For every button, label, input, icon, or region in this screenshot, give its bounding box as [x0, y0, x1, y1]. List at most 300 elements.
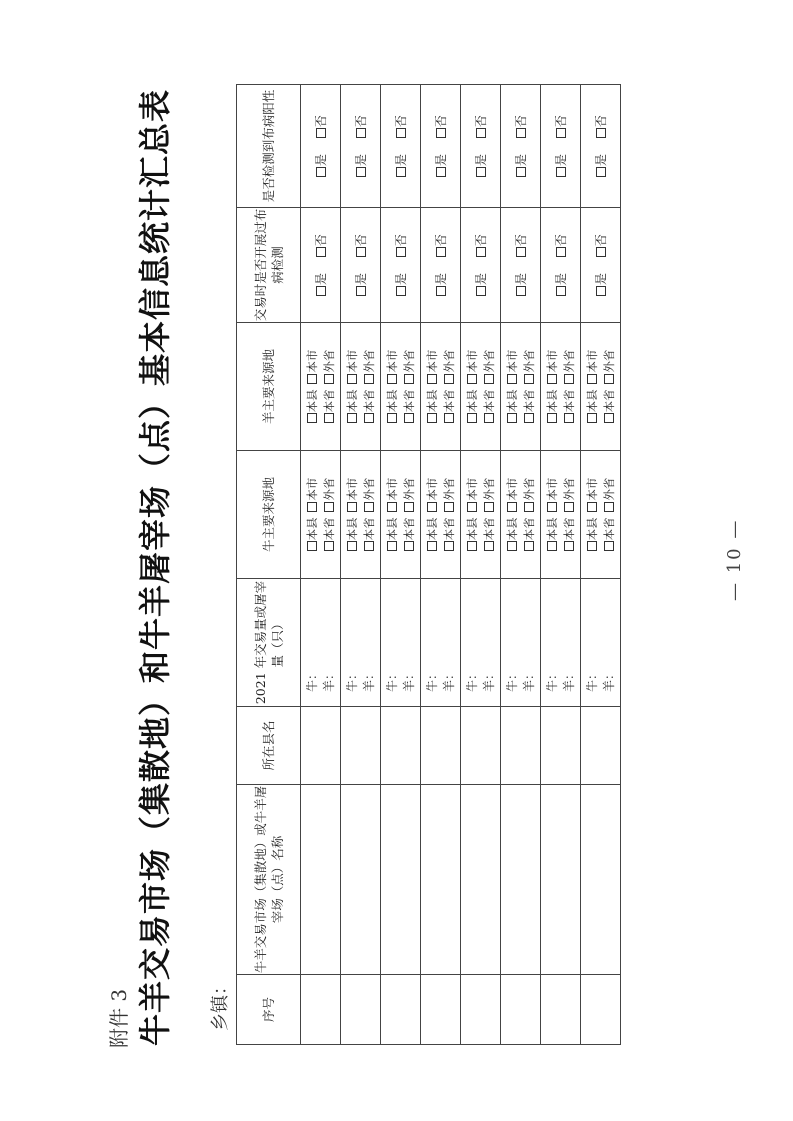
- checkbox-icon: [307, 413, 317, 423]
- option-label: 本省: [401, 389, 416, 413]
- checkbox-icon: [404, 413, 414, 423]
- option-label: 本市: [464, 349, 479, 373]
- option-label: 否: [314, 234, 328, 247]
- sheep-volume-label: 羊：: [321, 667, 336, 692]
- checkbox-icon: [356, 247, 366, 257]
- name-cell[interactable]: [301, 785, 341, 975]
- testing-done-cell: [501, 208, 541, 323]
- option-label: 否: [594, 115, 608, 128]
- option-label: 本省: [441, 517, 456, 541]
- checkbox-icon: [524, 374, 534, 384]
- checkbox-icon: [547, 541, 557, 551]
- name-cell[interactable]: [501, 785, 541, 975]
- checkbox-option-county[interactable]: [385, 517, 399, 551]
- page-number: — 10 —: [724, 518, 745, 601]
- cattle-source-cell: [461, 451, 501, 579]
- checkbox-option-province[interactable]: [322, 389, 336, 423]
- checkbox-option-no[interactable]: [434, 234, 448, 257]
- option-label: 外省: [361, 477, 376, 501]
- checkbox-option-county[interactable]: [385, 389, 399, 423]
- checkbox-option-province[interactable]: [562, 389, 576, 423]
- checkbox-icon: [364, 502, 374, 512]
- checkbox-icon: [587, 374, 597, 384]
- checkbox-icon: [524, 502, 534, 512]
- option-label: 外省: [481, 477, 496, 501]
- checkbox-icon: [427, 374, 437, 384]
- checkbox-option-out-province[interactable]: [522, 350, 536, 384]
- attachment-label: 附件 3: [107, 988, 131, 1048]
- checkbox-icon: [467, 541, 477, 551]
- checkbox-icon: [347, 541, 357, 551]
- sheep-volume-field[interactable]: [521, 579, 538, 706]
- checkbox-option-city[interactable]: [465, 350, 479, 384]
- option-label: 本省: [321, 517, 336, 541]
- checkbox-option-province[interactable]: [602, 517, 616, 551]
- sheep-volume-field[interactable]: [601, 579, 618, 706]
- checkbox-option-yes[interactable]: [394, 154, 408, 177]
- seq-cell[interactable]: [421, 975, 461, 1045]
- checkbox-option-county[interactable]: [505, 389, 519, 423]
- checkbox-option-no[interactable]: [594, 115, 608, 138]
- checkbox-option-yes[interactable]: [594, 154, 608, 177]
- checkbox-icon: [467, 413, 477, 423]
- option-label: 本县: [384, 517, 399, 541]
- checkbox-icon: [404, 541, 414, 551]
- option-label: 本省: [561, 389, 576, 413]
- sheep-source-cell: [581, 323, 621, 451]
- checkbox-icon: [396, 167, 406, 177]
- checkbox-icon: [364, 413, 374, 423]
- checkbox-option-yes[interactable]: [314, 154, 328, 177]
- checkbox-icon: [387, 374, 397, 384]
- seq-cell[interactable]: [341, 975, 381, 1045]
- option-label: 本县: [464, 517, 479, 541]
- checkbox-option-yes[interactable]: [554, 154, 568, 177]
- county-cell[interactable]: [421, 707, 461, 785]
- seq-cell[interactable]: [501, 975, 541, 1045]
- checkbox-option-out-province[interactable]: [362, 350, 376, 384]
- checkbox-option-city[interactable]: [425, 350, 439, 384]
- cattle-volume-field[interactable]: [544, 579, 561, 706]
- checkbox-icon: [307, 374, 317, 384]
- checkbox-option-county[interactable]: [505, 517, 519, 551]
- checkbox-icon: [396, 128, 406, 138]
- cattle-volume-field[interactable]: [464, 579, 481, 706]
- checkbox-icon: [436, 128, 446, 138]
- checkbox-icon: [467, 502, 477, 512]
- sheep-volume-field[interactable]: [561, 579, 578, 706]
- option-label: 否: [554, 115, 568, 128]
- cattle-volume-field[interactable]: [504, 579, 521, 706]
- option-label: 本县: [544, 517, 559, 541]
- table-row: [341, 85, 381, 1045]
- checkbox-option-out-province[interactable]: [522, 478, 536, 512]
- county-cell[interactable]: [581, 707, 621, 785]
- checkbox-option-no[interactable]: [354, 234, 368, 257]
- cattle-source-cell: [421, 451, 461, 579]
- checkbox-option-province[interactable]: [402, 389, 416, 423]
- sheep-source-cell: [501, 323, 541, 451]
- checkbox-icon: [476, 128, 486, 138]
- checkbox-option-no[interactable]: [554, 234, 568, 257]
- seq-cell[interactable]: [541, 975, 581, 1045]
- option-label: 外省: [321, 477, 336, 501]
- checkbox-option-city[interactable]: [385, 350, 399, 384]
- checkbox-option-out-province[interactable]: [602, 478, 616, 512]
- checkbox-icon: [387, 413, 397, 423]
- sheep-volume-field[interactable]: [321, 579, 338, 706]
- volume-cell: [301, 579, 341, 707]
- checkbox-option-province[interactable]: [522, 389, 536, 423]
- checkbox-option-no[interactable]: [474, 115, 488, 138]
- checkbox-icon: [516, 167, 526, 177]
- option-label: 本县: [424, 389, 439, 413]
- checkbox-option-yes[interactable]: [514, 273, 528, 296]
- option-label: 本省: [481, 517, 496, 541]
- testing-done-cell: [581, 208, 621, 323]
- header-positive: 是否检测到布病阳性: [237, 85, 301, 208]
- option-label: 本县: [544, 389, 559, 413]
- checkbox-option-out-province[interactable]: [562, 478, 576, 512]
- checkbox-option-county[interactable]: [465, 389, 479, 423]
- checkbox-option-yes[interactable]: [474, 154, 488, 177]
- checkbox-option-no[interactable]: [354, 115, 368, 138]
- option-label: 否: [314, 115, 328, 128]
- checkbox-icon: [476, 247, 486, 257]
- seq-cell[interactable]: [581, 975, 621, 1045]
- checkbox-option-city[interactable]: [545, 350, 559, 384]
- checkbox-option-yes[interactable]: [514, 154, 528, 177]
- checkbox-option-county[interactable]: [345, 517, 359, 551]
- option-label: 本县: [584, 389, 599, 413]
- checkbox-option-out-province[interactable]: [562, 350, 576, 384]
- checkbox-option-out-province[interactable]: [402, 350, 416, 384]
- option-label: 本市: [304, 477, 319, 501]
- cattle-volume-label: 牛：: [504, 667, 519, 692]
- checkbox-icon: [347, 502, 357, 512]
- county-cell[interactable]: [541, 707, 581, 785]
- county-cell[interactable]: [501, 707, 541, 785]
- checkbox-option-no[interactable]: [474, 234, 488, 257]
- checkbox-option-county[interactable]: [305, 389, 319, 423]
- sheep-source-cell: [421, 323, 461, 451]
- cattle-volume-field[interactable]: [384, 579, 401, 706]
- checkbox-option-city[interactable]: [505, 350, 519, 384]
- option-label: 是: [594, 272, 608, 285]
- name-cell[interactable]: [541, 785, 581, 975]
- info-summary-table: [236, 84, 621, 1045]
- cattle-source-cell: [341, 451, 381, 579]
- checkbox-option-city[interactable]: [545, 478, 559, 512]
- checkbox-option-no[interactable]: [394, 234, 408, 257]
- checkbox-option-province[interactable]: [602, 389, 616, 423]
- option-label: 本县: [504, 517, 519, 541]
- volume-cell: [461, 579, 501, 707]
- checkbox-icon: [604, 413, 614, 423]
- checkbox-icon: [467, 374, 477, 384]
- table-row: [461, 85, 501, 1045]
- checkbox-icon: [507, 374, 517, 384]
- name-cell[interactable]: [381, 785, 421, 975]
- checkbox-option-no[interactable]: [594, 234, 608, 257]
- name-cell[interactable]: [421, 785, 461, 975]
- checkbox-icon: [596, 167, 606, 177]
- checkbox-option-yes[interactable]: [314, 273, 328, 296]
- checkbox-icon: [476, 286, 486, 296]
- table-row: [501, 85, 541, 1045]
- option-label: 是: [314, 272, 328, 285]
- checkbox-icon: [427, 541, 437, 551]
- checkbox-option-province[interactable]: [442, 517, 456, 551]
- option-label: 本县: [424, 517, 439, 541]
- checkbox-option-province[interactable]: [562, 517, 576, 551]
- checkbox-option-out-province[interactable]: [482, 350, 496, 384]
- checkbox-option-no[interactable]: [434, 115, 448, 138]
- cattle-source-cell: [541, 451, 581, 579]
- option-label: 本省: [361, 517, 376, 541]
- checkbox-option-county[interactable]: [545, 389, 559, 423]
- checkbox-option-city[interactable]: [345, 478, 359, 512]
- checkbox-icon: [476, 167, 486, 177]
- checkbox-icon: [564, 413, 574, 423]
- checkbox-icon: [524, 413, 534, 423]
- checkbox-icon: [564, 541, 574, 551]
- sheep-source-cell: [301, 323, 341, 451]
- checkbox-option-province[interactable]: [362, 517, 376, 551]
- header-testing-done: 交易时是否开展过布病检测: [237, 208, 301, 323]
- cattle-volume-field[interactable]: [304, 579, 321, 706]
- checkbox-icon: [604, 541, 614, 551]
- checkbox-option-no[interactable]: [554, 115, 568, 138]
- checkbox-icon: [427, 502, 437, 512]
- checkbox-icon: [556, 247, 566, 257]
- checkbox-icon: [436, 247, 446, 257]
- cattle-source-cell: [501, 451, 541, 579]
- checkbox-option-city[interactable]: [585, 350, 599, 384]
- checkbox-option-out-province[interactable]: [442, 350, 456, 384]
- checkbox-option-city[interactable]: [505, 478, 519, 512]
- checkbox-option-out-province[interactable]: [402, 478, 416, 512]
- testing-done-cell: [381, 208, 421, 323]
- checkbox-icon: [596, 286, 606, 296]
- checkbox-option-county[interactable]: [465, 517, 479, 551]
- sheep-volume-field[interactable]: [481, 579, 498, 706]
- checkbox-icon: [596, 128, 606, 138]
- seq-cell[interactable]: [381, 975, 421, 1045]
- option-label: 是: [594, 153, 608, 166]
- name-cell[interactable]: [341, 785, 381, 975]
- option-label: 是: [514, 272, 528, 285]
- option-label: 是: [434, 272, 448, 285]
- checkbox-icon: [347, 374, 357, 384]
- checkbox-icon: [484, 541, 494, 551]
- checkbox-option-city[interactable]: [345, 350, 359, 384]
- option-label: 本市: [584, 477, 599, 501]
- checkbox-option-province[interactable]: [322, 517, 336, 551]
- checkbox-option-out-province[interactable]: [482, 478, 496, 512]
- option-label: 本省: [361, 389, 376, 413]
- name-cell[interactable]: [581, 785, 621, 975]
- checkbox-icon: [564, 502, 574, 512]
- checkbox-option-yes[interactable]: [354, 154, 368, 177]
- positive-cell: [461, 85, 501, 208]
- checkbox-option-county[interactable]: [585, 517, 599, 551]
- checkbox-option-yes[interactable]: [354, 273, 368, 296]
- cattle-volume-field[interactable]: [344, 579, 361, 706]
- checkbox-option-out-province[interactable]: [322, 478, 336, 512]
- checkbox-option-out-province[interactable]: [322, 350, 336, 384]
- checkbox-option-city[interactable]: [305, 350, 319, 384]
- county-cell[interactable]: [301, 707, 341, 785]
- sheep-volume-field[interactable]: [361, 579, 378, 706]
- checkbox-option-yes[interactable]: [554, 273, 568, 296]
- checkbox-icon: [356, 167, 366, 177]
- option-label: 本市: [424, 349, 439, 373]
- checkbox-option-yes[interactable]: [394, 273, 408, 296]
- checkbox-icon: [324, 502, 334, 512]
- checkbox-option-province[interactable]: [402, 517, 416, 551]
- checkbox-option-province[interactable]: [362, 389, 376, 423]
- checkbox-option-county[interactable]: [305, 517, 319, 551]
- checkbox-option-city[interactable]: [425, 478, 439, 512]
- checkbox-option-province[interactable]: [482, 517, 496, 551]
- option-label: 本省: [601, 517, 616, 541]
- checkbox-option-yes[interactable]: [434, 154, 448, 177]
- checkbox-option-county[interactable]: [345, 389, 359, 423]
- checkbox-option-county[interactable]: [585, 389, 599, 423]
- checkbox-icon: [524, 541, 534, 551]
- option-label: 否: [394, 115, 408, 128]
- cattle-volume-label: 牛：: [584, 667, 599, 692]
- checkbox-option-no[interactable]: [514, 115, 528, 138]
- checkbox-option-no[interactable]: [314, 115, 328, 138]
- option-label: 本市: [424, 477, 439, 501]
- checkbox-icon: [556, 167, 566, 177]
- checkbox-option-county[interactable]: [425, 389, 439, 423]
- option-label: 否: [594, 234, 608, 247]
- option-label: 本市: [544, 477, 559, 501]
- checkbox-option-county[interactable]: [425, 517, 439, 551]
- positive-cell: [421, 85, 461, 208]
- cattle-source-cell: [301, 451, 341, 579]
- county-cell[interactable]: [341, 707, 381, 785]
- option-label: 本县: [304, 389, 319, 413]
- checkbox-icon: [404, 374, 414, 384]
- positive-cell: [501, 85, 541, 208]
- option-label: 本省: [601, 389, 616, 413]
- checkbox-icon: [587, 541, 597, 551]
- checkbox-icon: [316, 167, 326, 177]
- option-label: 本省: [321, 389, 336, 413]
- checkbox-option-no[interactable]: [314, 234, 328, 257]
- checkbox-icon: [444, 413, 454, 423]
- checkbox-option-yes[interactable]: [594, 273, 608, 296]
- checkbox-icon: [436, 167, 446, 177]
- checkbox-option-yes[interactable]: [434, 273, 448, 296]
- option-label: 是: [354, 272, 368, 285]
- option-label: 否: [474, 115, 488, 128]
- checkbox-option-no[interactable]: [514, 234, 528, 257]
- seq-cell[interactable]: [301, 975, 341, 1045]
- checkbox-option-city[interactable]: [385, 478, 399, 512]
- county-cell[interactable]: [461, 707, 501, 785]
- checkbox-icon: [316, 247, 326, 257]
- checkbox-option-out-province[interactable]: [442, 478, 456, 512]
- option-label: 是: [394, 272, 408, 285]
- checkbox-icon: [387, 541, 397, 551]
- sheep-volume-field[interactable]: [401, 579, 418, 706]
- option-label: 否: [354, 115, 368, 128]
- option-label: 本市: [344, 477, 359, 501]
- name-cell[interactable]: [461, 785, 501, 975]
- option-label: 本县: [304, 517, 319, 541]
- checkbox-icon: [556, 128, 566, 138]
- page-title: 牛羊交易市场（集散地）和牛羊屠宰场（点）基本信息统计汇总表: [136, 88, 174, 1046]
- option-label: 外省: [561, 349, 576, 373]
- checkbox-option-province[interactable]: [522, 517, 536, 551]
- checkbox-option-city[interactable]: [305, 478, 319, 512]
- testing-done-cell: [341, 208, 381, 323]
- option-label: 是: [474, 272, 488, 285]
- checkbox-icon: [587, 502, 597, 512]
- checkbox-icon: [396, 247, 406, 257]
- option-label: 本市: [304, 349, 319, 373]
- option-label: 外省: [401, 477, 416, 501]
- checkbox-option-no[interactable]: [394, 115, 408, 138]
- checkbox-option-city[interactable]: [585, 478, 599, 512]
- checkbox-option-province[interactable]: [442, 389, 456, 423]
- checkbox-option-out-province[interactable]: [362, 478, 376, 512]
- header-name: 牛羊交易市场（集散地）或牛羊屠宰场（点）名称: [237, 785, 301, 975]
- option-label: 本县: [384, 389, 399, 413]
- checkbox-option-county[interactable]: [545, 517, 559, 551]
- option-label: 本市: [384, 349, 399, 373]
- table-header-row: [237, 85, 301, 1045]
- header-seq: 序号: [237, 975, 301, 1045]
- sheep-volume-label: 羊：: [521, 667, 536, 692]
- option-label: 否: [474, 234, 488, 247]
- sheep-volume-field[interactable]: [441, 579, 458, 706]
- option-label: 否: [514, 234, 528, 247]
- checkbox-option-city[interactable]: [465, 478, 479, 512]
- checkbox-option-out-province[interactable]: [602, 350, 616, 384]
- option-label: 外省: [321, 349, 336, 373]
- volume-cell: [581, 579, 621, 707]
- checkbox-icon: [564, 374, 574, 384]
- checkbox-icon: [604, 374, 614, 384]
- checkbox-option-yes[interactable]: [474, 273, 488, 296]
- cattle-volume-field[interactable]: [424, 579, 441, 706]
- option-label: 外省: [561, 477, 576, 501]
- county-cell[interactable]: [381, 707, 421, 785]
- option-label: 本省: [441, 389, 456, 413]
- checkbox-icon: [484, 374, 494, 384]
- cattle-volume-label: 牛：: [344, 667, 359, 692]
- header-county: 所在县名: [237, 707, 301, 785]
- option-label: 外省: [521, 349, 536, 373]
- option-label: 是: [554, 272, 568, 285]
- option-label: 外省: [601, 349, 616, 373]
- seq-cell[interactable]: [461, 975, 501, 1045]
- cattle-volume-field[interactable]: [584, 579, 601, 706]
- testing-done-cell: [421, 208, 461, 323]
- volume-cell: [541, 579, 581, 707]
- option-label: 本省: [401, 517, 416, 541]
- checkbox-option-province[interactable]: [482, 389, 496, 423]
- positive-cell: [581, 85, 621, 208]
- option-label: 是: [554, 153, 568, 166]
- cattle-volume-label: 牛：: [304, 667, 319, 692]
